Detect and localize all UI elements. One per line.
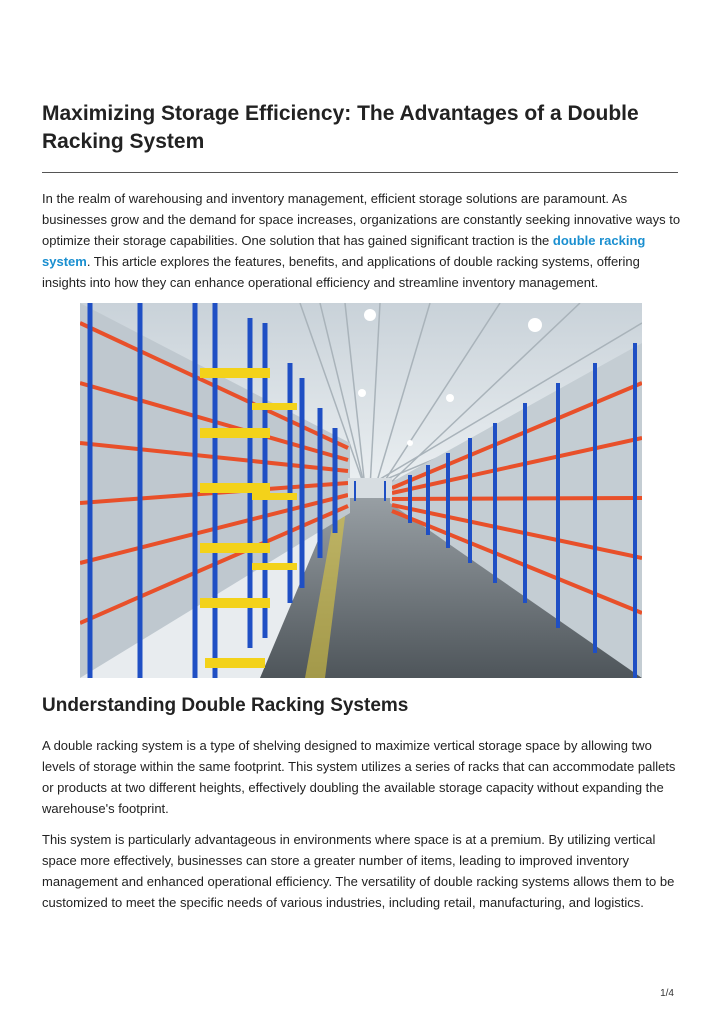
intro-paragraph [42,188,682,293]
section-paragraph-2: This system is particularly advantageous in environments where space is at a premium. By utilizing vertical space more effectively, businesses can store a greater number of items, leading to improved inventory management and enhanced operational efficiency. The versatility of double racking systems allows them to be customized to meet the specific needs of various industries, including retail, manufacturing, and logistics. [42,832,675,910]
warehouse-racking-photo [80,303,642,678]
double-racking-system-link[interactable]: double racking system [42,233,646,269]
section-paragraph-1: A double racking system is a type of shelving designed to maximize vertical storage space by allowing two levels of storage within the same footprint. This system utilizes a series of racks that can accommodate pallets or products at two different heights, effectively doubling the available storage capacity without expanding the warehouse's footprint. [42,738,676,816]
section-heading: Understanding Double Racking Systems [42,695,409,716]
page-number: 1/4 [660,988,674,999]
page-title: Maximizing Storage Efficiency: The Advantages of a Double Racking System [42,102,639,153]
title-divider [42,172,678,173]
intro-text-before-link: In the realm of warehousing and inventory management, efficient storage solutions are paramount. As businesses grow and the demand for space increases, organizations are constantly seeking innovative ways to optimize their storage capabilities. One solution that has gained significant traction is the [42,191,681,248]
intro-text-after-link: . This article explores the features, benefits, and applications of double racking systems, offering insights into how they can enhance operational efficiency and streamline inventory management. [42,254,640,290]
